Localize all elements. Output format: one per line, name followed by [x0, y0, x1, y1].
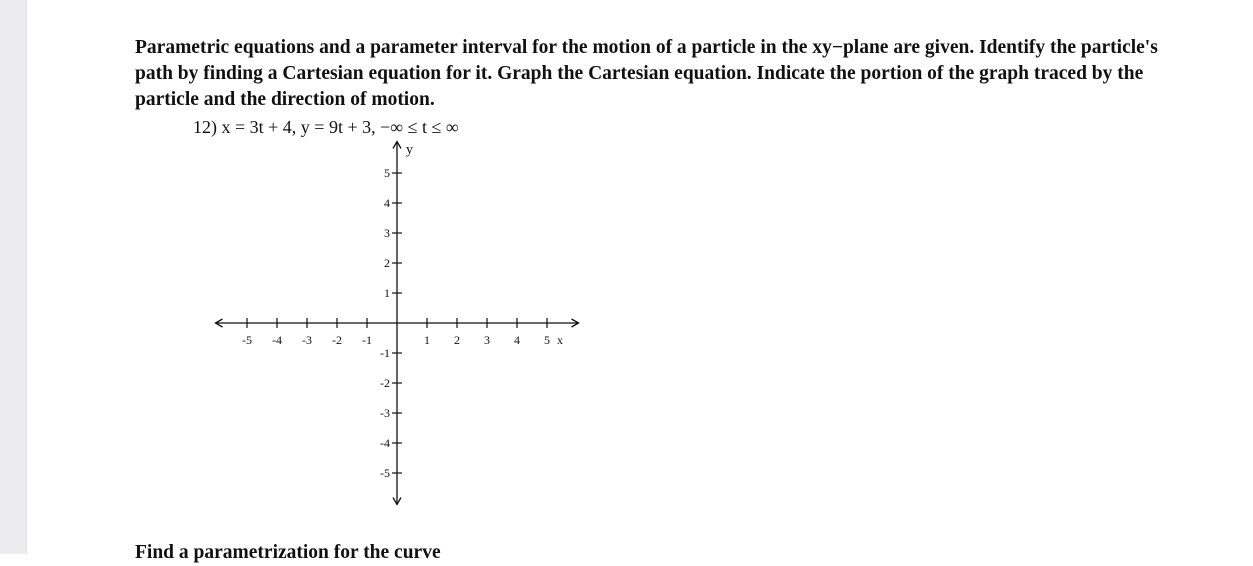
instructions-text: Parametric equations and a parameter interval for the motion of a particle in the xy−plane are given. Identify the particle's path by finding a Cartesian equation for it. Graph the Cartesian equation. Indicate the portion of the graph traced by the particle and the direction of motion. [135, 37, 1158, 110]
y-tick-label: -5 [380, 466, 390, 480]
y-tick-label: -2 [380, 376, 390, 390]
x-tick-label: 3 [484, 333, 490, 347]
x-tick-label: -3 [302, 333, 312, 347]
x-tick-label: 2 [454, 333, 460, 347]
x-tick-label: -2 [332, 333, 342, 347]
axes-group [216, 142, 579, 505]
x-tick-label: -5 [242, 333, 252, 347]
x-axis-label: x [557, 333, 563, 347]
y-tick-label: 2 [384, 256, 390, 270]
y-axis-label: y [406, 142, 413, 158]
next-section-heading: Find a parametrization for the curve [135, 542, 441, 563]
y-tick-label: 5 [384, 166, 390, 180]
x-tick-label: -1 [362, 333, 372, 347]
x-tick-label: 4 [514, 333, 520, 347]
y-tick-label: 3 [384, 226, 390, 240]
y-tick-label: -4 [380, 436, 390, 450]
problem-12-equation: 12) x = 3t + 4, y = 9t + 3, −∞ ≤ t ≤ ∞ [193, 117, 459, 137]
x-tick-label: -4 [272, 333, 282, 347]
x-tick-label: 5 [544, 333, 550, 347]
y-tick-label: 1 [384, 286, 390, 300]
y-tick-label: -1 [380, 346, 390, 360]
x-tick-label: 1 [424, 333, 430, 347]
y-tick-label: 4 [384, 196, 390, 210]
y-tick-label: -3 [380, 406, 390, 420]
